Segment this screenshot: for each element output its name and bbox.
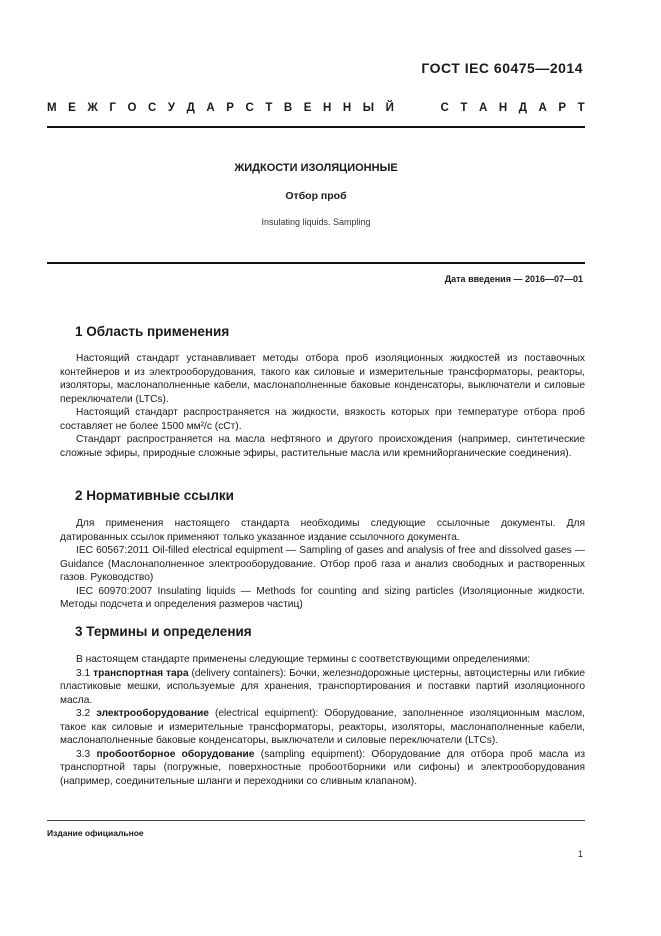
banner-letter: Ж [87, 102, 98, 114]
term-number: 3.1 [76, 667, 91, 679]
term-number: 3.3 [76, 748, 91, 760]
paragraph: Настоящий стандарт устанавливает методы отбора проб изоляционных жидкостей из поставочных контейнеров и из электрооборудования, такого как силовые и измерительные трансформаторы, реакторы, изоляторы, маслонаполненные кабели, маслонаполненные баковые конденсаторы, выключатели и силовые переключатели (LTCs). [60, 353, 585, 405]
document-code: ГОСТ IEC 60475—2014 [421, 60, 583, 76]
effective-date: Дата введения — 2016—07—01 [444, 274, 583, 284]
banner-letter: Ы [362, 102, 375, 114]
banner-letter: О [127, 102, 137, 114]
banner-letter: Т [265, 102, 273, 114]
document-title: ЖИДКОСТИ ИЗОЛЯЦИОННЫЕ [234, 162, 398, 174]
banner-letter: Т [577, 102, 585, 114]
banner-letter: Р [226, 102, 234, 114]
banner-letter: Д [518, 102, 527, 114]
banner-letter: А [206, 102, 215, 114]
term-definition [60, 707, 585, 748]
banner-letter: Г [109, 102, 116, 114]
banner-letter: В [283, 102, 293, 114]
term-text: (electrical equipment): Оборудование, заполненное изоляционным маслом, такое как силовые и измерительные трансформаторы, реакторы, изоляторы, маслонаполненные кабели, маслонаполненные баковые конденсаторы, выключатели и силовые переключатели (LTCs). [60, 708, 585, 746]
banner-letter: У [167, 102, 175, 114]
term-text: (delivery containers): Бочки, железнодорожные цистерны, автоцистерны или гибкие пластиковые мешки, используемые для хранения, транспортирования и поставки партий изоляционного масла. [60, 667, 585, 706]
paragraph: В настоящем стандарте применены следующие термины с соответствующими определениями: [76, 654, 531, 665]
banner-letter: А [479, 102, 488, 114]
banner-letter: Н [498, 102, 508, 114]
banner-letter: М [47, 102, 57, 114]
paragraph: Настоящий стандарт распространяется на жидкости, вязкость которых при температуре отбора проб составляет не более 1500 мм²/с (сСт). [60, 407, 585, 432]
term-text: (sampling equipment): Оборудование для отбора проб масла из транспортной тары (погружные, поверхностные пробоотборники или сифоны) и электрооборудования (например, соединительные шланги и переходники со сливным клапаном). [60, 748, 586, 787]
term-name: транспортная тара [93, 667, 189, 679]
banner-letter: С [147, 102, 157, 114]
banner-letter: С [245, 102, 254, 114]
reference-item: IEC 60567:2011 Oil-filled electrical equipment — Sampling of gases and analysis of free and dissolved gases — Guidance (Маслонаполненное электрооборудование. Отбор проб газа и анализ свободных и растворенных газов. Руководство) [60, 545, 585, 583]
term-name: пробоотборное оборудование [96, 748, 255, 760]
banner-letter: С [440, 102, 449, 114]
banner-letter: Е [68, 102, 76, 114]
footer-rule [47, 820, 585, 821]
page-number: 1 [577, 849, 583, 859]
paragraph: Для применения настоящего стандарта необходимы следующие ссылочные документы. Для датированных ссылок применяют только указанное издание ссылочного документа. [60, 518, 585, 543]
banner-letter [423, 102, 429, 114]
term-definition [60, 748, 585, 789]
banner-letter: Д [186, 102, 195, 114]
document-subtitle: Отбор проб [285, 190, 347, 202]
edition-note: Издание официальное [47, 828, 144, 838]
title-rule [47, 262, 585, 264]
term-number: 3.2 [76, 708, 91, 719]
term-name: электрооборудование [96, 708, 209, 719]
term-definition [60, 667, 585, 708]
section-1-heading: 1 Область применения [75, 324, 230, 339]
banner-letter: Е [303, 102, 312, 114]
banner-letter: Й [385, 102, 394, 114]
section-3-heading: 3 Термины и определения [75, 624, 252, 639]
section-2-heading: 2 Нормативные ссылки [75, 488, 234, 503]
document-title-english: Insulating liquids. Sampling [261, 217, 371, 227]
section-3-body [60, 653, 585, 788]
banner-letter: Н [323, 102, 332, 114]
banner-letter: Н [342, 102, 352, 114]
header-rule [47, 126, 585, 128]
banner-letter: А [538, 102, 547, 114]
reference-item: IEC 60970:2007 Insulating liquids — Methods for counting and sizing particles (Изоляционные жидкости. Методы подсчета и определения размеров частиц) [60, 585, 585, 610]
section-2-body [60, 517, 585, 612]
banner-letter: Т [460, 102, 468, 114]
interstate-standard-banner [47, 102, 585, 114]
paragraph: Стандарт распространяется на масла нефтяного и другого происхождения (например, синтетические сложные эфиры, природные сложные эфиры, растительные масла или кремнийорганические соединения). [60, 434, 585, 459]
banner-letter [405, 102, 411, 114]
banner-letter: Р [558, 102, 567, 114]
section-1-body [60, 352, 585, 460]
